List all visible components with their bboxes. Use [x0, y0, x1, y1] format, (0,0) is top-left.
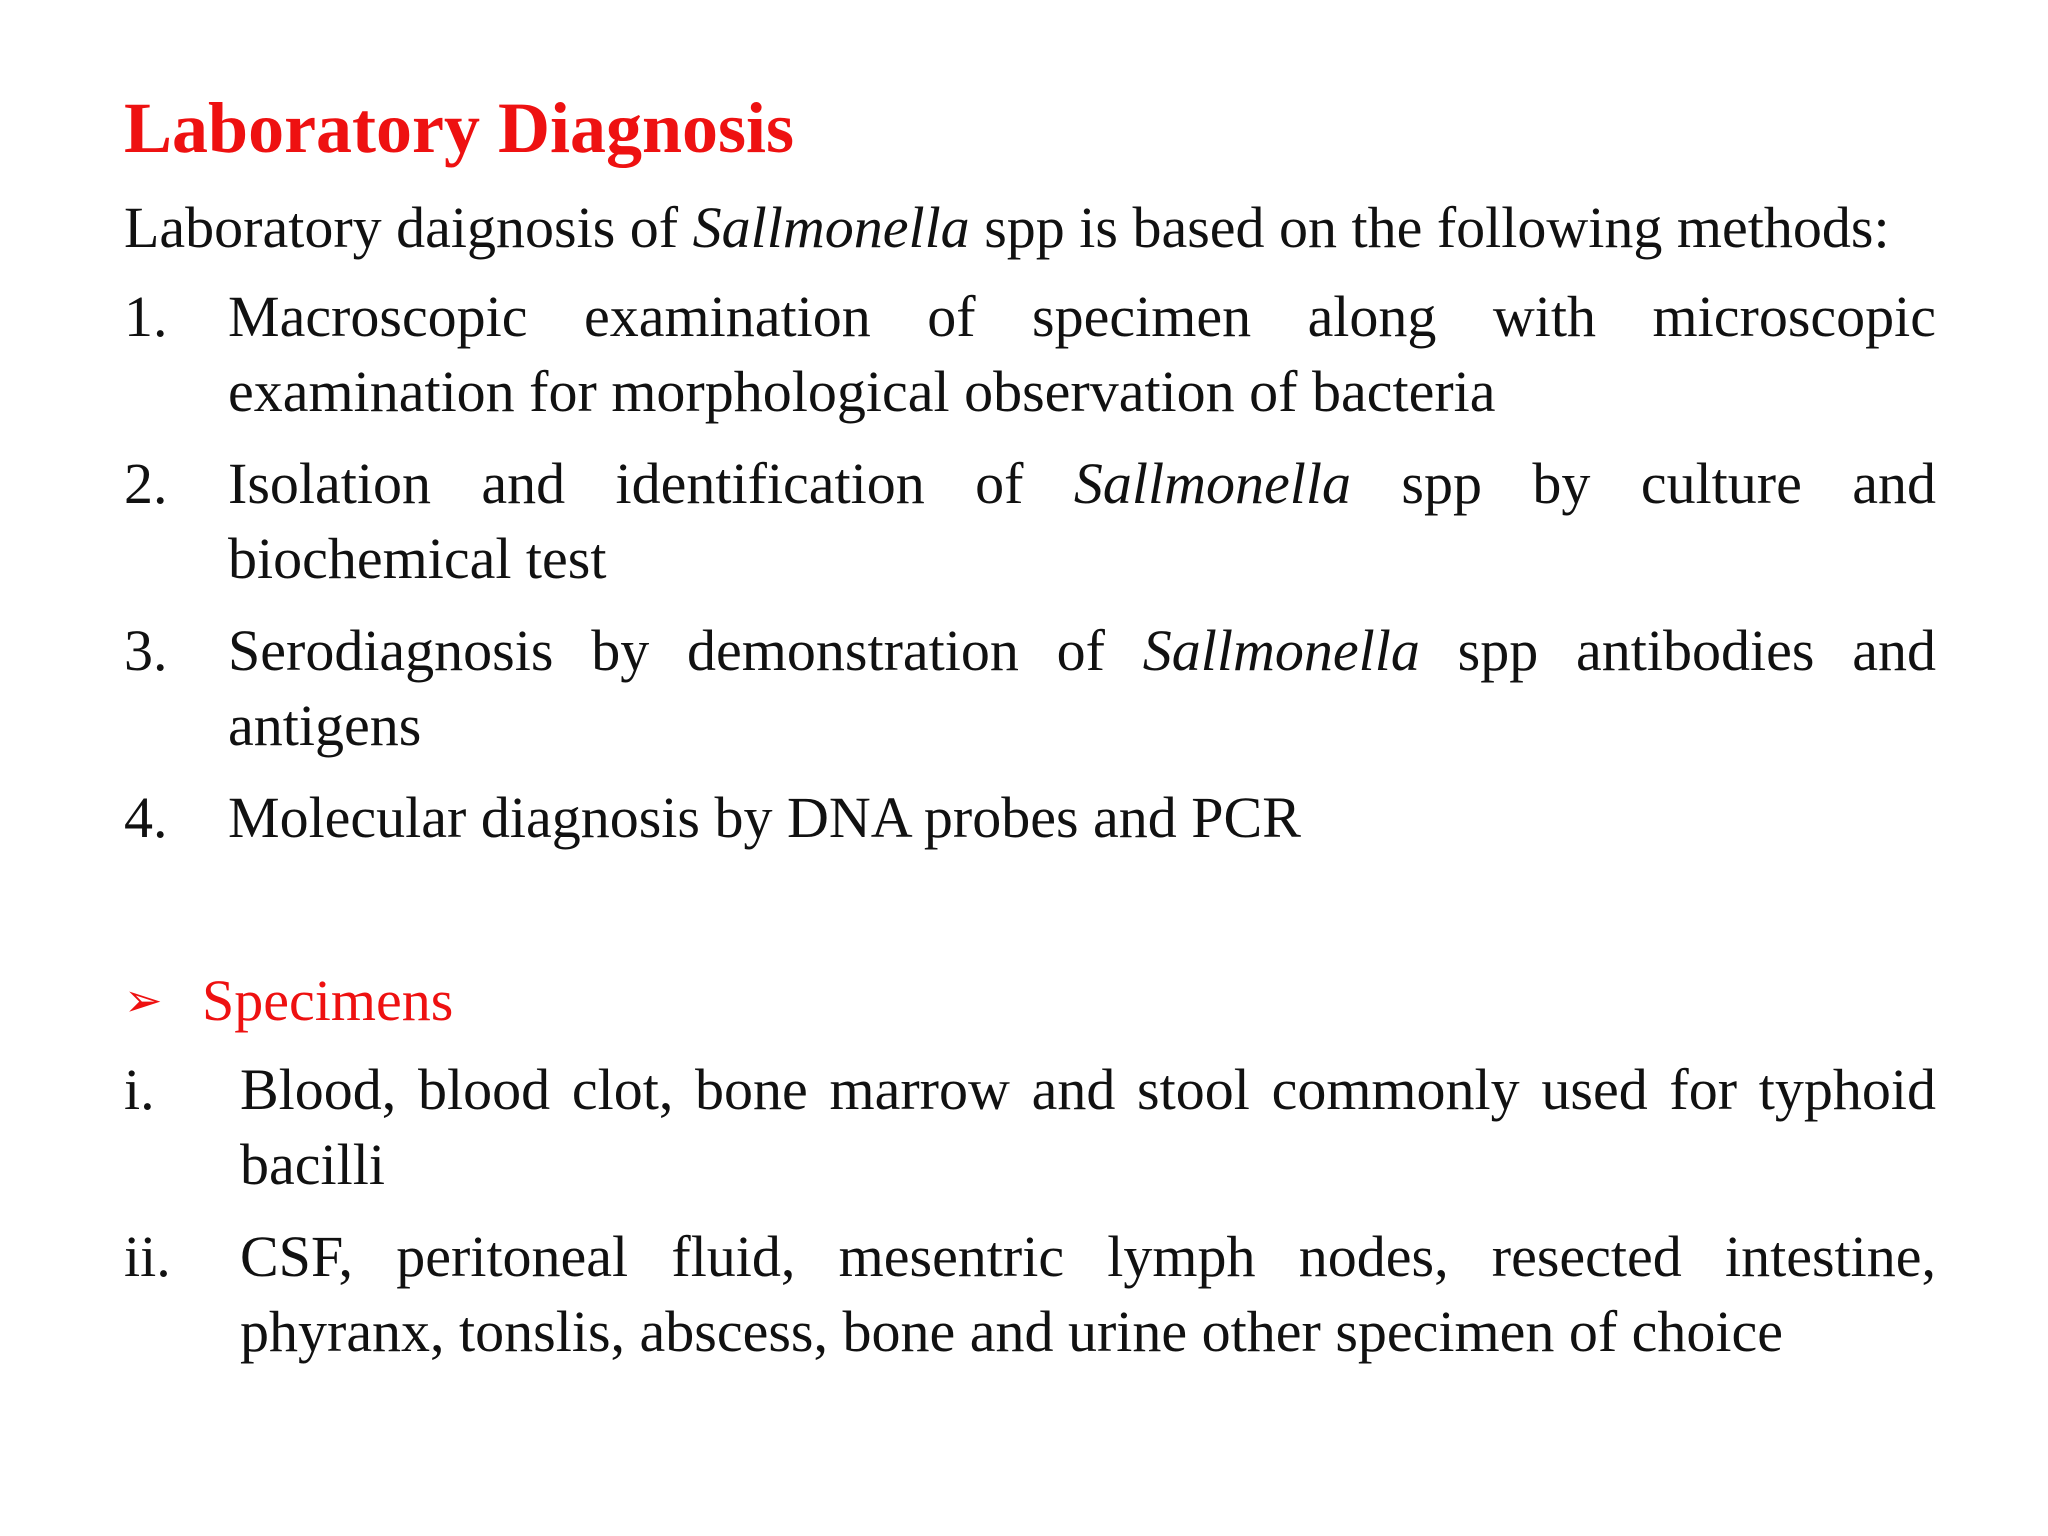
method-number: 3. [124, 618, 168, 683]
specimens-list [124, 1052, 1936, 1369]
method-genus-name: Sallmonella [1073, 451, 1352, 516]
intro-text-start: Laboratory daignosis of [124, 195, 693, 260]
specimen-item-1 [124, 1052, 1936, 1202]
method-item-3 [124, 613, 1936, 763]
method-item-2 [124, 446, 1936, 596]
method-item-4 [124, 780, 1936, 855]
specimens-heading [124, 963, 1936, 1038]
method-text-start: Serodiagnosis by demonstration of [228, 618, 1143, 683]
method-number: 4. [124, 785, 168, 850]
specimen-number: ii. [124, 1224, 171, 1289]
intro-genus-name: Sallmonella [692, 195, 970, 260]
method-text: Molecular diagnosis by DNA probes and PCR [228, 785, 1301, 850]
method-text: Macroscopic examination of specimen along with microscopic examination for morphological observation of bacteria [228, 284, 1936, 424]
method-item-1 [124, 279, 1936, 429]
intro-text-end: spp is based on the following methods: [969, 195, 1890, 260]
slide-title: Laboratory Diagnosis [124, 88, 795, 168]
slide-content [124, 80, 1936, 1386]
specimen-number: i. [124, 1057, 155, 1122]
method-text-end: spp antibodies and antigens [228, 618, 1936, 758]
specimens-heading-text: Specimens [202, 968, 454, 1033]
specimen-text: CSF, peritoneal fluid, mesentric lymph nodes, resected intestine, phyranx, tonslis, abscess, bone and urine other specimen of choice [240, 1224, 1936, 1364]
specimen-text: Blood, blood clot, bone marrow and stool commonly used for typhoid bacilli [240, 1057, 1936, 1197]
method-number: 1. [124, 284, 168, 349]
specimen-item-2 [124, 1219, 1936, 1369]
arrowhead-bullet-icon: ➢ [124, 973, 163, 1027]
method-genus-name: Sallmonella [1142, 618, 1420, 683]
method-number: 2. [124, 451, 168, 516]
method-text-start: Isolation and identification of [228, 451, 1074, 516]
methods-list [124, 279, 1936, 855]
method-text-end: spp by culture and biochemical test [228, 451, 1937, 591]
intro-paragraph [124, 190, 1936, 265]
